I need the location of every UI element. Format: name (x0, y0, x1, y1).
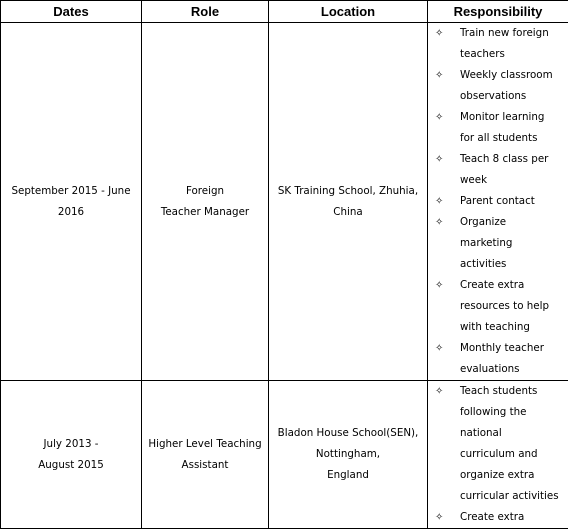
responsibility-item (428, 191, 568, 212)
dates-cell (1, 23, 142, 381)
location-text: England (269, 465, 427, 486)
table-row (1, 381, 568, 529)
role-cell (142, 23, 269, 381)
responsibility-text: evaluations (460, 359, 564, 380)
responsibility-cell (428, 23, 568, 381)
diamond-star-icon: ✧ (435, 149, 443, 170)
diamond-star-icon: ✧ (435, 381, 443, 402)
responsibility-text: Train new foreign (460, 23, 564, 44)
responsibility-text: Teach students (460, 381, 564, 402)
location-cell (269, 381, 428, 529)
responsibility-text: Create extra (460, 507, 564, 528)
dates-text: July 2013 - (1, 434, 141, 455)
responsibility-item (428, 338, 568, 380)
header-dates: Dates (1, 1, 142, 23)
table-row (1, 23, 568, 381)
responsibility-item (428, 23, 568, 65)
dates-text: 2016 (1, 202, 141, 223)
responsibility-text: resources to help (460, 296, 564, 317)
responsibility-text: for all students (460, 128, 564, 149)
responsibility-text: organize extra (460, 465, 564, 486)
responsibility-text: curricular activities (460, 486, 564, 507)
diamond-star-icon: ✧ (435, 338, 443, 359)
responsibility-text: Monitor learning (460, 107, 564, 128)
diamond-star-icon: ✧ (435, 191, 443, 212)
responsibility-text: curriculum and (460, 444, 564, 465)
dates-cell (1, 381, 142, 529)
role-text: Foreign (142, 181, 268, 202)
location-text: Nottingham, (269, 444, 427, 465)
responsibility-text: teachers (460, 44, 564, 65)
responsibility-list (428, 23, 568, 380)
role-text: Teacher Manager (142, 202, 268, 223)
diamond-star-icon: ✧ (435, 507, 443, 528)
responsibility-list (428, 381, 568, 528)
location-text: SK Training School, Zhuhia, (269, 181, 427, 202)
responsibility-text: national (460, 423, 564, 444)
location-cell (269, 23, 428, 381)
responsibility-item (428, 275, 568, 338)
diamond-star-icon: ✧ (435, 212, 443, 233)
responsibility-text: marketing (460, 233, 564, 254)
responsibility-item (428, 149, 568, 191)
diamond-star-icon: ✧ (435, 275, 443, 296)
responsibility-text: with teaching (460, 317, 564, 338)
responsibility-item (428, 65, 568, 107)
responsibility-text: Parent contact (460, 191, 564, 212)
responsibility-item (428, 107, 568, 149)
header-row (1, 1, 568, 23)
diamond-star-icon: ✧ (435, 65, 443, 86)
responsibility-cell (428, 381, 568, 529)
responsibility-text: Create extra (460, 275, 564, 296)
diamond-star-icon: ✧ (435, 23, 443, 44)
role-text: Assistant (142, 455, 268, 476)
diamond-star-icon: ✧ (435, 107, 443, 128)
dates-text: September 2015 - June (1, 181, 141, 202)
role-cell (142, 381, 269, 529)
header-location: Location (269, 1, 428, 23)
responsibility-text: Monthly teacher (460, 338, 564, 359)
responsibility-text: observations (460, 86, 564, 107)
dates-text: August 2015 (1, 455, 141, 476)
location-text: Bladon House School(SEN), (269, 423, 427, 444)
role-text: Higher Level Teaching (142, 434, 268, 455)
responsibility-text: Organize (460, 212, 564, 233)
header-responsibility: Responsibility (428, 1, 568, 23)
location-text: China (269, 202, 427, 223)
responsibility-item (428, 507, 568, 528)
responsibility-text: activities (460, 254, 564, 275)
responsibility-text: following the (460, 402, 564, 423)
responsibility-item (428, 381, 568, 507)
responsibility-item (428, 212, 568, 275)
responsibility-text: Teach 8 class per (460, 149, 564, 170)
header-role: Role (142, 1, 269, 23)
responsibility-text: week (460, 170, 564, 191)
responsibility-text: Weekly classroom (460, 65, 564, 86)
